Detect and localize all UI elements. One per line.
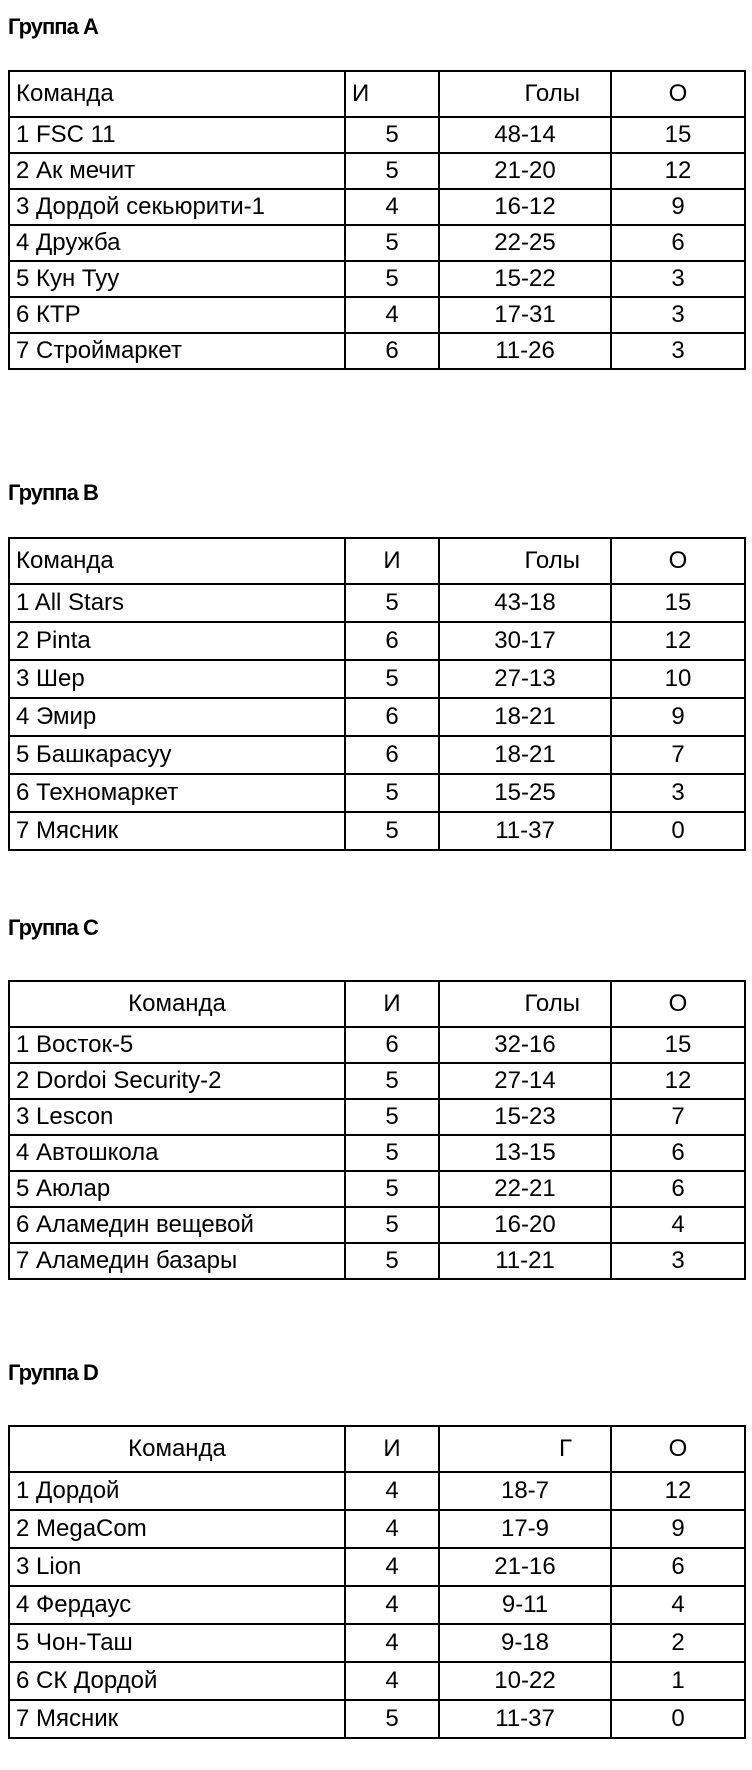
- games-played: 5: [345, 225, 439, 261]
- team-name: 5 Аюлар: [9, 1171, 345, 1207]
- header-points: О: [611, 71, 745, 117]
- goals: 27-13: [439, 660, 611, 698]
- games-played: 4: [345, 1510, 439, 1548]
- table-row: [9, 1624, 745, 1662]
- games-played: 6: [345, 736, 439, 774]
- team-name: 2 Ак мечит: [9, 153, 345, 189]
- goals: 11-21: [439, 1243, 611, 1279]
- team-name: 3 Шер: [9, 660, 345, 698]
- table-row: [9, 117, 745, 153]
- team-name: 4 Дружба: [9, 225, 345, 261]
- points: 4: [611, 1207, 745, 1243]
- games-played: 4: [345, 1662, 439, 1700]
- points: 9: [611, 698, 745, 736]
- games-played: 5: [345, 261, 439, 297]
- goals: 21-20: [439, 153, 611, 189]
- group-c-title: Группа С: [8, 915, 98, 940]
- team-name: 1 Восток-5: [9, 1027, 345, 1063]
- header-team: Команда: [9, 1426, 345, 1472]
- games-played: 5: [345, 584, 439, 622]
- goals: 18-21: [439, 698, 611, 736]
- games-played: 5: [345, 1099, 439, 1135]
- games-played: 6: [345, 698, 439, 736]
- games-played: 5: [345, 1063, 439, 1099]
- table-row: [9, 774, 745, 812]
- header-games: И: [345, 1426, 439, 1472]
- goals: 30-17: [439, 622, 611, 660]
- goals: 27-14: [439, 1063, 611, 1099]
- table-row: [9, 622, 745, 660]
- header-games: И: [345, 71, 439, 117]
- group-a-table: [8, 70, 746, 370]
- table-row: [9, 1027, 745, 1063]
- team-name: 7 Строймаркет: [9, 333, 345, 369]
- points: 6: [611, 1171, 745, 1207]
- team-name: 3 Lion: [9, 1548, 345, 1586]
- points: 7: [611, 1099, 745, 1135]
- table-row: [9, 1662, 745, 1700]
- goals: 10-22: [439, 1662, 611, 1700]
- games-played: 5: [345, 1171, 439, 1207]
- team-name: 7 Мясник: [9, 1700, 345, 1738]
- header-goals: Г: [439, 1426, 611, 1472]
- games-played: 4: [345, 1548, 439, 1586]
- table-row: [9, 1063, 745, 1099]
- table-row: [9, 189, 745, 225]
- goals: 48-14: [439, 117, 611, 153]
- goals: 11-37: [439, 1700, 611, 1738]
- table-row: [9, 1207, 745, 1243]
- group-c-table: [8, 980, 746, 1280]
- games-played: 4: [345, 297, 439, 333]
- goals: 15-25: [439, 774, 611, 812]
- team-name: 2 Pinta: [9, 622, 345, 660]
- goals: 11-37: [439, 812, 611, 850]
- header-games: И: [345, 981, 439, 1027]
- games-played: 6: [345, 333, 439, 369]
- points: 3: [611, 1243, 745, 1279]
- points: 7: [611, 736, 745, 774]
- points: 0: [611, 812, 745, 850]
- points: 12: [611, 622, 745, 660]
- games-played: 5: [345, 1207, 439, 1243]
- table-header-row: [9, 981, 745, 1027]
- table-row: [9, 812, 745, 850]
- team-name: 4 Автошкола: [9, 1135, 345, 1171]
- table-header-row: [9, 71, 745, 117]
- points: 15: [611, 117, 745, 153]
- team-name: 6 КТР: [9, 297, 345, 333]
- team-name: 2 Dordoi Security-2: [9, 1063, 345, 1099]
- group-b-title: Группа В: [8, 480, 98, 505]
- points: 2: [611, 1624, 745, 1662]
- team-name: 3 Дордой секьюрити-1: [9, 189, 345, 225]
- header-goals: Голы: [439, 981, 611, 1027]
- games-played: 5: [345, 774, 439, 812]
- points: 9: [611, 1510, 745, 1548]
- team-name: 6 СК Дордой: [9, 1662, 345, 1700]
- games-played: 5: [345, 1243, 439, 1279]
- table-row: [9, 1171, 745, 1207]
- table-header-row: [9, 1426, 745, 1472]
- table-row: [9, 660, 745, 698]
- games-played: 4: [345, 189, 439, 225]
- table-row: [9, 1243, 745, 1279]
- goals: 16-12: [439, 189, 611, 225]
- points: 6: [611, 225, 745, 261]
- team-name: 3 Lescon: [9, 1099, 345, 1135]
- table-row: [9, 225, 745, 261]
- points: 6: [611, 1135, 745, 1171]
- table-row: [9, 584, 745, 622]
- goals: 17-9: [439, 1510, 611, 1548]
- group-b-table: [8, 537, 746, 851]
- games-played: 4: [345, 1472, 439, 1510]
- team-name: 1 Дордой: [9, 1472, 345, 1510]
- team-name: 1 FSC 11: [9, 117, 345, 153]
- points: 12: [611, 1063, 745, 1099]
- goals: 18-7: [439, 1472, 611, 1510]
- table-row: [9, 1135, 745, 1171]
- table-row: [9, 1472, 745, 1510]
- goals: 22-25: [439, 225, 611, 261]
- goals: 17-31: [439, 297, 611, 333]
- table-row: [9, 1586, 745, 1624]
- header-points: О: [611, 1426, 745, 1472]
- team-name: 7 Аламедин базары: [9, 1243, 345, 1279]
- team-name: 4 Фердаус: [9, 1586, 345, 1624]
- goals: 43-18: [439, 584, 611, 622]
- games-played: 5: [345, 1135, 439, 1171]
- header-goals: Голы: [439, 71, 611, 117]
- points: 3: [611, 333, 745, 369]
- points: 15: [611, 584, 745, 622]
- goals: 13-15: [439, 1135, 611, 1171]
- goals: 9-11: [439, 1586, 611, 1624]
- group-d-table: [8, 1425, 746, 1739]
- goals: 18-21: [439, 736, 611, 774]
- table-row: [9, 297, 745, 333]
- team-name: 5 Чон-Таш: [9, 1624, 345, 1662]
- header-team: Команда: [9, 538, 345, 584]
- goals: 15-22: [439, 261, 611, 297]
- team-name: 1 All Stars: [9, 584, 345, 622]
- header-team: Команда: [9, 981, 345, 1027]
- table-row: [9, 1548, 745, 1586]
- points: 3: [611, 261, 745, 297]
- games-played: 5: [345, 153, 439, 189]
- header-team: Команда: [9, 71, 345, 117]
- points: 12: [611, 1472, 745, 1510]
- table-row: [9, 261, 745, 297]
- points: 9: [611, 189, 745, 225]
- group-d-title: Группа D: [8, 1360, 98, 1385]
- team-name: 5 Кун Туу: [9, 261, 345, 297]
- games-played: 4: [345, 1624, 439, 1662]
- header-games: И: [345, 538, 439, 584]
- table-row: [9, 698, 745, 736]
- header-points: О: [611, 981, 745, 1027]
- games-played: 5: [345, 660, 439, 698]
- goals: 15-23: [439, 1099, 611, 1135]
- games-played: 5: [345, 812, 439, 850]
- games-played: 5: [345, 1700, 439, 1738]
- table-row: [9, 1099, 745, 1135]
- team-name: 2 MegaCom: [9, 1510, 345, 1548]
- points: 10: [611, 660, 745, 698]
- points: 3: [611, 297, 745, 333]
- table-header-row: [9, 538, 745, 584]
- points: 6: [611, 1548, 745, 1586]
- table-row: [9, 736, 745, 774]
- goals: 32-16: [439, 1027, 611, 1063]
- goals: 22-21: [439, 1171, 611, 1207]
- goals: 9-18: [439, 1624, 611, 1662]
- games-played: 4: [345, 1586, 439, 1624]
- games-played: 5: [345, 117, 439, 153]
- points: 1: [611, 1662, 745, 1700]
- team-name: 4 Эмир: [9, 698, 345, 736]
- table-row: [9, 333, 745, 369]
- header-points: О: [611, 538, 745, 584]
- table-row: [9, 153, 745, 189]
- goals: 16-20: [439, 1207, 611, 1243]
- table-row: [9, 1700, 745, 1738]
- goals: 21-16: [439, 1548, 611, 1586]
- table-row: [9, 1510, 745, 1548]
- points: 12: [611, 153, 745, 189]
- team-name: 5 Башкарасуу: [9, 736, 345, 774]
- team-name: 6 Техномаркет: [9, 774, 345, 812]
- points: 15: [611, 1027, 745, 1063]
- team-name: 6 Аламедин вещевой: [9, 1207, 345, 1243]
- games-played: 6: [345, 622, 439, 660]
- goals: 11-26: [439, 333, 611, 369]
- games-played: 6: [345, 1027, 439, 1063]
- header-goals: Голы: [439, 538, 611, 584]
- group-a-title: Группа А: [8, 14, 98, 39]
- points: 3: [611, 774, 745, 812]
- points: 4: [611, 1586, 745, 1624]
- team-name: 7 Мясник: [9, 812, 345, 850]
- points: 0: [611, 1700, 745, 1738]
